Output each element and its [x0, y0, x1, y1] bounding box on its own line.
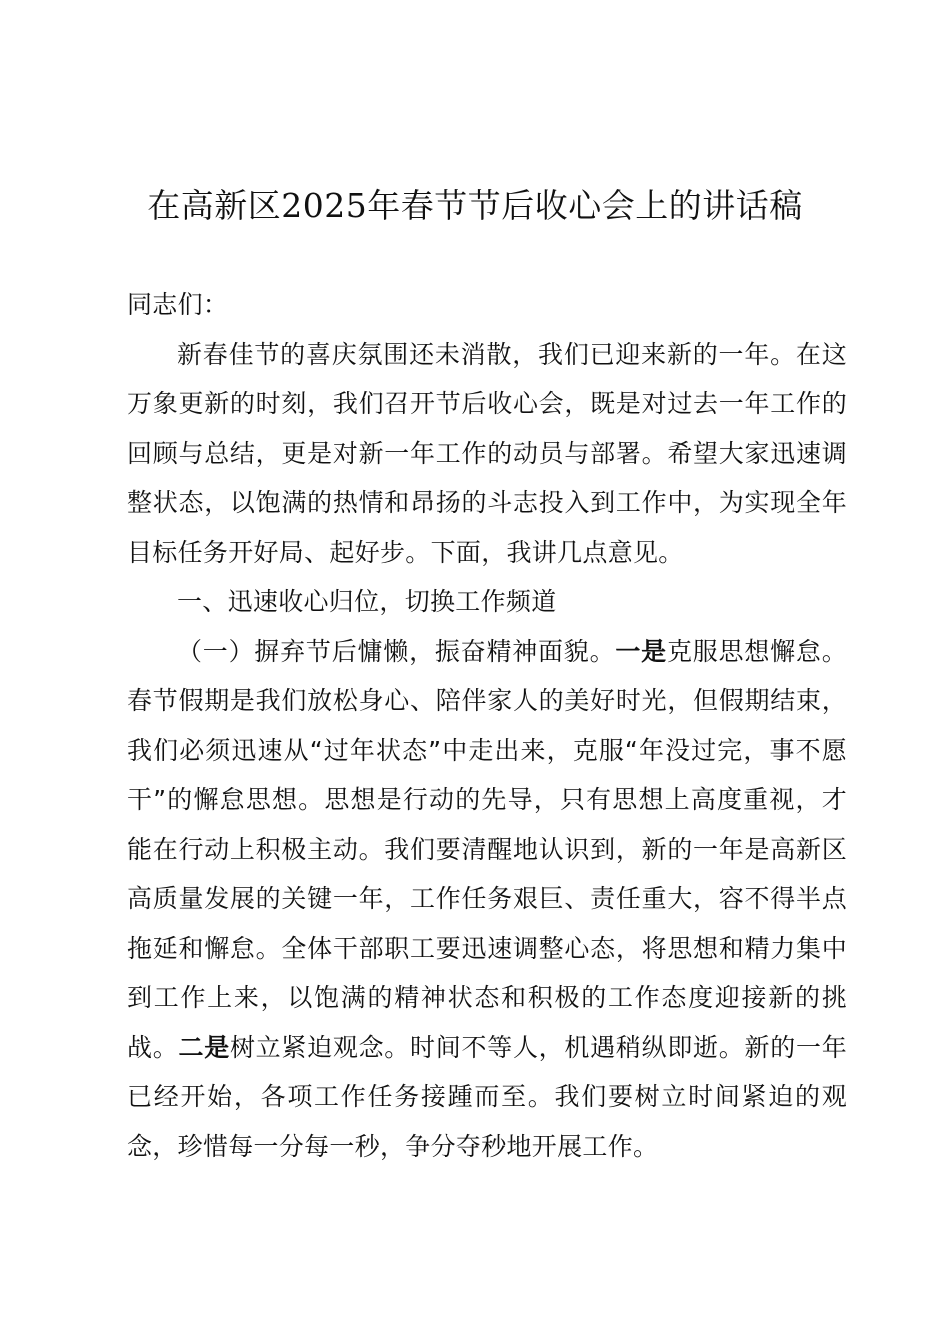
- subsection-paragraph: [127, 627, 847, 1172]
- salutation: 同志们：: [127, 290, 229, 319]
- section-heading: 一、迅速收心归位，切换工作频道: [177, 587, 557, 616]
- document-body: [127, 280, 847, 1171]
- point-text: 克服思想懈怠。春节假期是我们放松身心、陪伴家人的美好时光，但假期结束，我们必须迅速从“过年状态”中走出来，克服“年没过完，事不愿干”的懈怠思想。思想是行动的先导，只有思想上高度重视，才能在行动上积极主动。我们要清醒地认识到，新的一年是高新区高质量发展的关键一年，工作任务艰巨、责任重大，容不得半点拖延和懈怠。全体干部职工要迅速调整心态，将思想和精力集中到工作上来，以饱满的精神状态和积极的工作态度迎接新的挑战。: [127, 636, 847, 1062]
- point-label: 二是: [178, 1032, 230, 1062]
- point-text: 树立紧迫观念。时间不等人，机遇稍纵即逝。新的一年已经开始，各项工作任务接踵而至。我们要树立时间紧迫的观念，珍惜每一分每一秒，争分夺秒地开展工作。: [127, 1032, 848, 1161]
- intro-paragraph: 新春佳节的喜庆氛围还未消散，我们已迎来新的一年。在这万象更新的时刻，我们召开节后收心会，既是对过去一年工作的回顾与总结，更是对新一年工作的动员与部署。希望大家迅速调整状态，以饱满的热情和昂扬的斗志投入到工作中，为实现全年目标任务开好局、起好步。下面，我讲几点意见。: [127, 339, 847, 567]
- subsection-heading: （一）摒弃节后慵懒，振奋精神面貌。: [177, 636, 616, 666]
- point-label: 一是: [615, 636, 667, 666]
- document-title: 在高新区2025年春节节后收心会上的讲话稿: [147, 186, 803, 225]
